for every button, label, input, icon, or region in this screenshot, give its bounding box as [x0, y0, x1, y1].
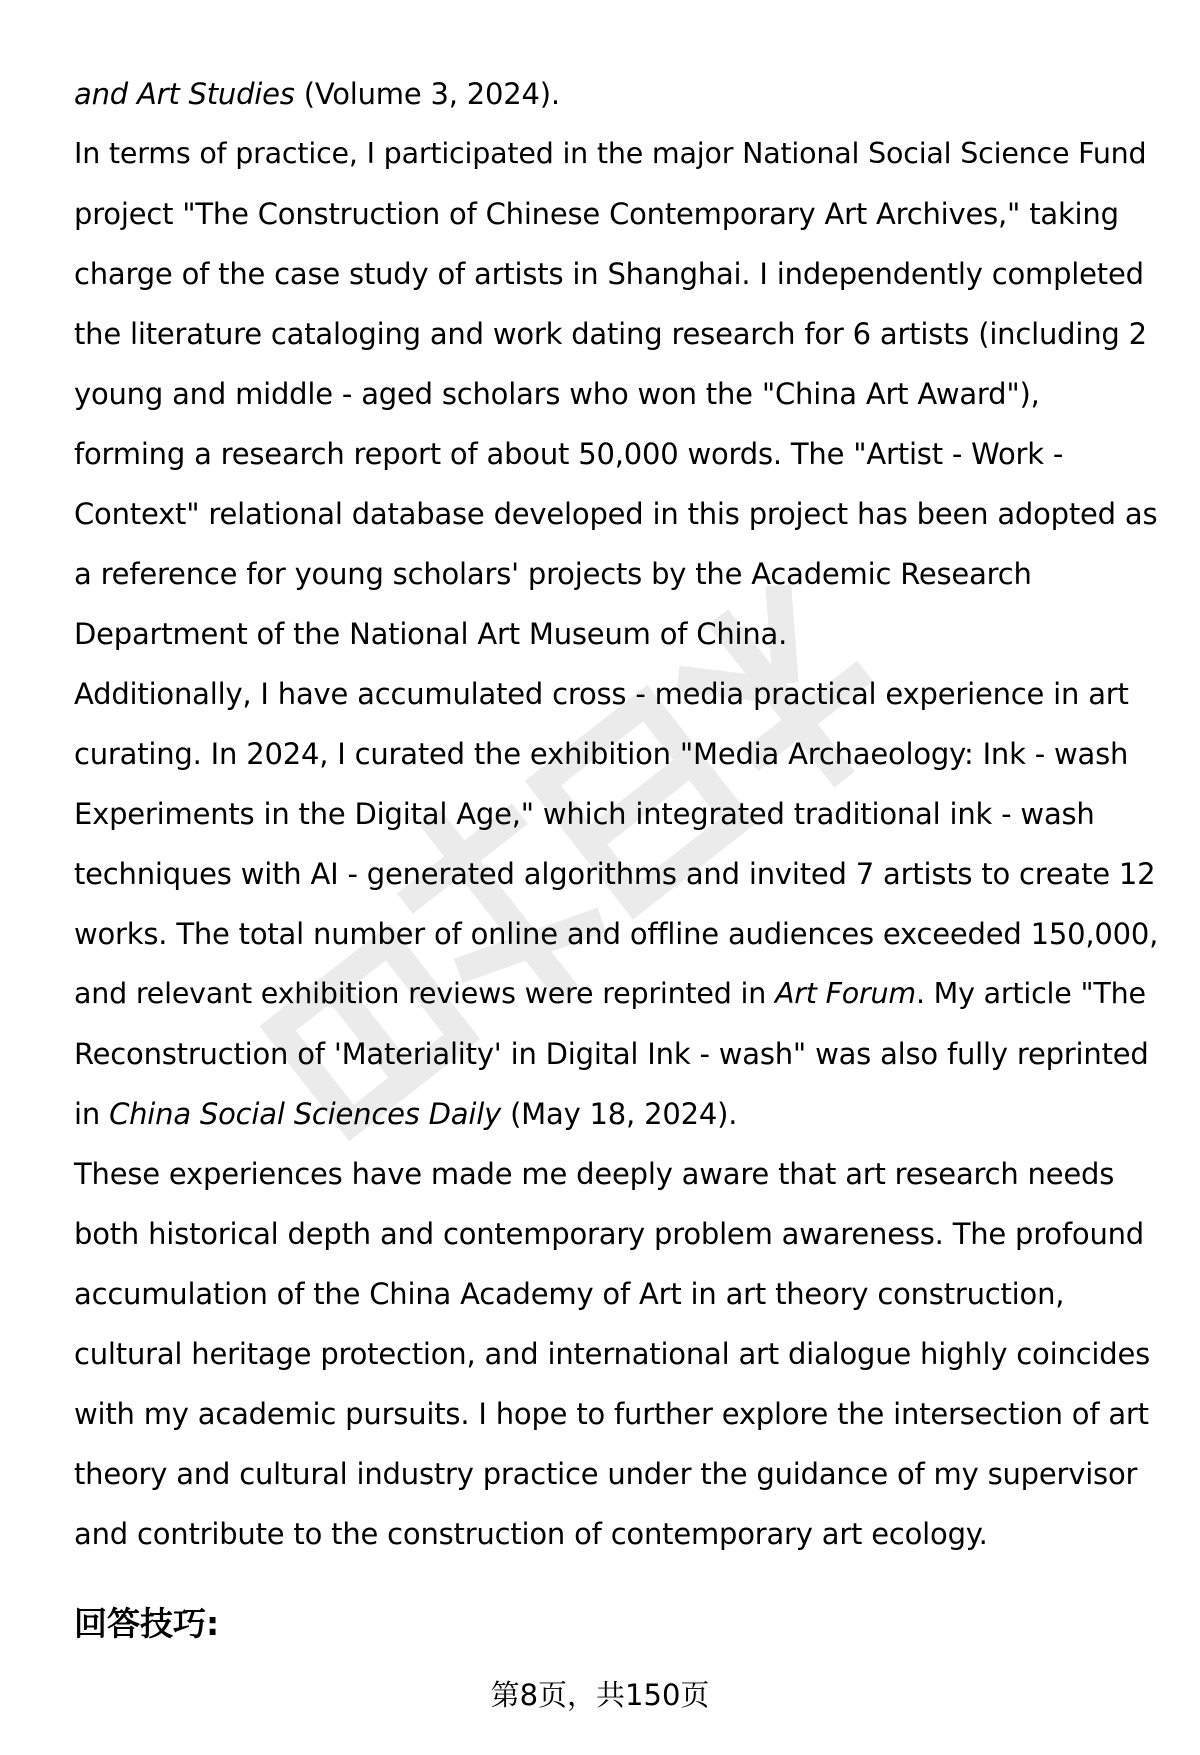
- text-line: Additionally, I have accumulated cross - media practical experience in art: [74, 677, 1129, 711]
- text-line: a reference for young scholars' projects by the Academic Research: [74, 557, 1032, 591]
- section-heading: 回答技巧:: [74, 1604, 220, 1643]
- text-line: Department of the National Art Museum of China.: [74, 617, 788, 651]
- italic-citation: Art Forum: [774, 977, 916, 1010]
- italic-citation: and Art Studies: [74, 77, 295, 111]
- text-line: project "The Construction of Chinese Contemporary Art Archives," taking: [74, 197, 1119, 231]
- text-line: curating. In 2024, I curated the exhibition "Media Archaeology: Ink - wash: [74, 737, 1129, 771]
- text-line: In terms of practice, I participated in the major National Social Science Fund: [74, 137, 1147, 170]
- body-text: [74, 64, 1160, 1564]
- text-line: in China Social Sciences Daily (May 18, 2024).: [74, 1097, 738, 1131]
- text-line: and relevant exhibition reviews were reprinted in Art Forum. My article "The: [74, 977, 1146, 1010]
- text-line: with my academic pursuits. I hope to further explore the intersection of art: [74, 1397, 1149, 1431]
- text-line: the literature cataloging and work dating research for 6 artists (including 2: [74, 317, 1147, 351]
- text-line: and contribute to the construction of contemporary art ecology.: [74, 1517, 988, 1551]
- text-line: cultural heritage protection, and international art dialogue highly coincides: [74, 1337, 1150, 1371]
- text-line: both historical depth and contemporary problem awareness. The profound: [74, 1217, 1145, 1251]
- text-line: accumulation of the China Academy of Art in art theory construction,: [74, 1277, 1065, 1311]
- text-line: These experiences have made me deeply aware that art research needs: [74, 1157, 1115, 1191]
- text-line: techniques with AI - generated algorithms and invited 7 artists to create 12: [74, 857, 1156, 891]
- text-line: Experiments in the Digital Age," which integrated traditional ink - wash: [74, 797, 1095, 831]
- text-line: works. The total number of online and offline audiences exceeded 150,000,: [74, 917, 1159, 951]
- page-number: 第8页，共150页: [490, 1678, 710, 1712]
- text-line: and Art Studies (Volume 3, 2024).: [74, 77, 560, 111]
- text-line: theory and cultural industry practice under the guidance of my supervisor: [74, 1457, 1138, 1491]
- text-line: forming a research report of about 50,000 words. The "Artist - Work -: [74, 437, 1064, 471]
- italic-citation: China Social Sciences Daily: [109, 1097, 502, 1131]
- text-line: young and middle - aged scholars who won the "China Art Award"),: [74, 377, 1040, 411]
- text-line: Context" relational database developed in this project has been adopted as: [74, 497, 1158, 531]
- text-line: charge of the case study of artists in Shanghai. I independently completed: [74, 257, 1144, 291]
- text-line: Reconstruction of 'Materiality' in Digital Ink - wash" was also fully reprinted: [74, 1037, 1149, 1071]
